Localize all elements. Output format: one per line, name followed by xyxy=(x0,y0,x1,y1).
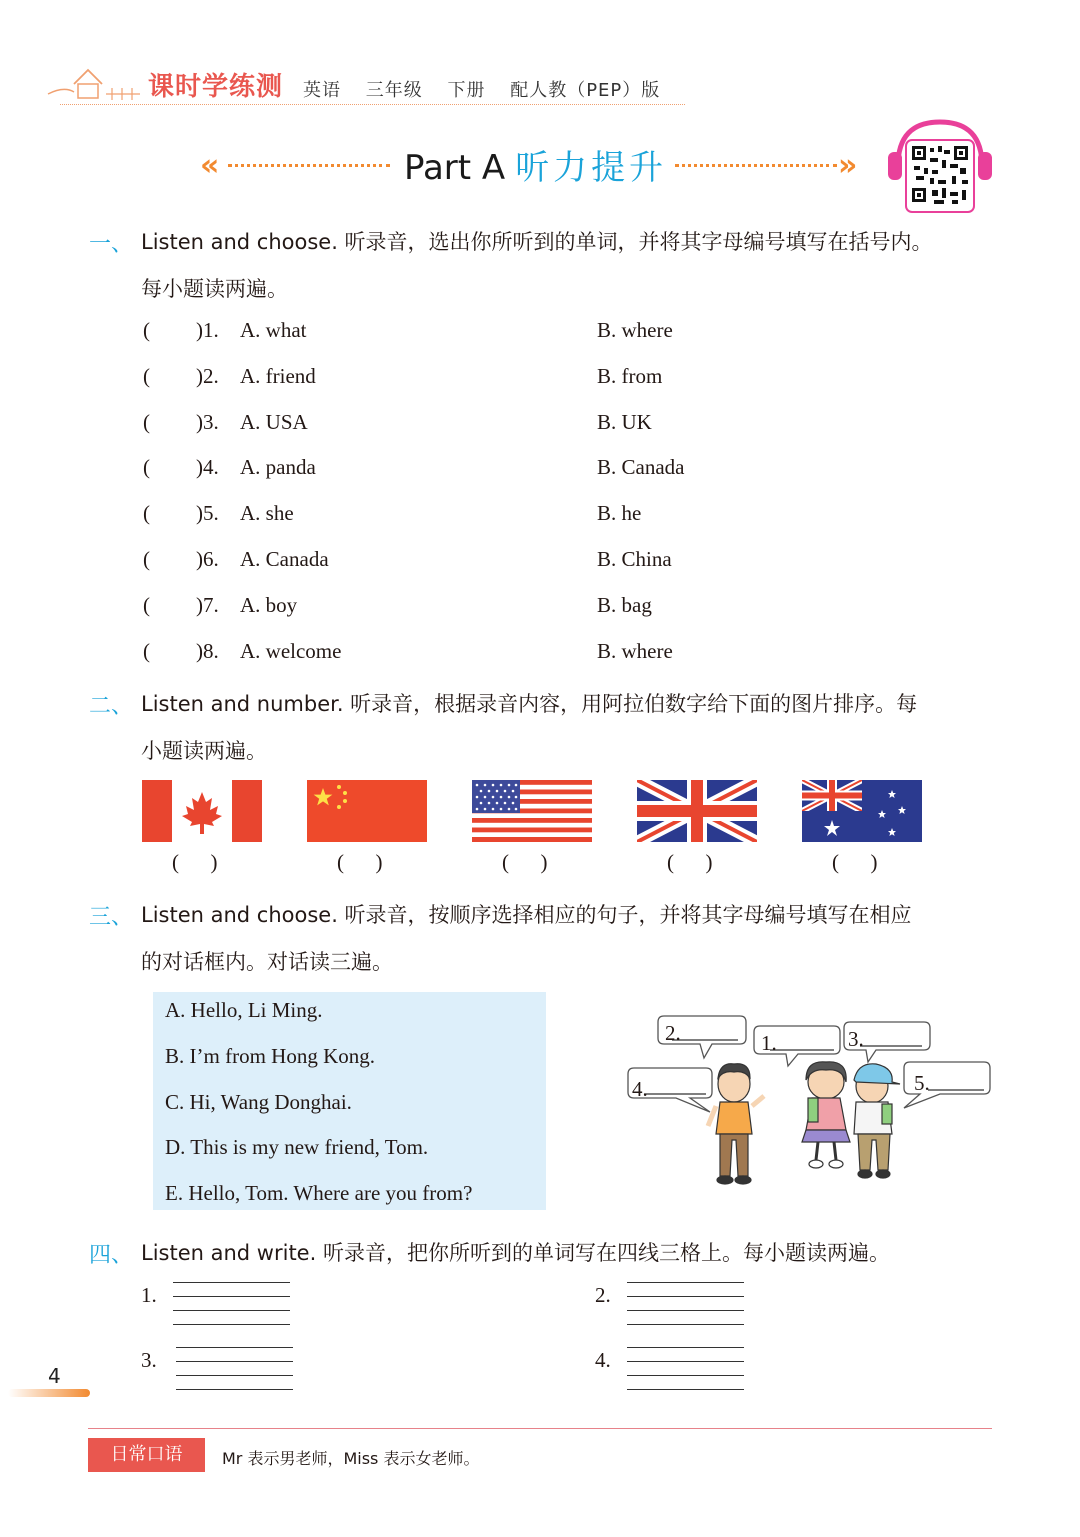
answer-bracket[interactable]: ( xyxy=(143,501,150,525)
bubble-label-3: 3. xyxy=(848,1027,864,1051)
australia-flag-icon xyxy=(802,780,922,842)
part-title-cn: 听力提升 xyxy=(515,148,668,188)
flag-answer-bracket[interactable]: ( ) xyxy=(502,850,548,874)
option-b: B. China xyxy=(597,547,672,571)
item-number: )6. xyxy=(196,547,219,571)
section2-number: 二、 xyxy=(89,694,134,719)
answer-bracket[interactable]: ( xyxy=(143,455,150,479)
canada-flag-icon xyxy=(142,780,262,842)
option-b: B. UK xyxy=(597,410,652,434)
edition-label: 配人教（PEP）版 xyxy=(510,80,661,101)
volume-label: 下册 xyxy=(447,80,486,101)
bubble-label-4: 4. xyxy=(632,1077,648,1101)
brand-title: 课时学练测 xyxy=(148,72,284,102)
title-dots-left xyxy=(228,164,390,167)
four-line-grid-1[interactable] xyxy=(173,1282,290,1324)
title-dots-right xyxy=(675,164,837,167)
item-number: )3. xyxy=(196,410,219,434)
part-title-en: Part A xyxy=(404,148,506,188)
option-a: A. USA xyxy=(240,410,308,434)
section1-instruction-cont: 每小题读两遍。 xyxy=(141,277,288,301)
option-a: A. boy xyxy=(240,593,298,617)
bubble-label-5: 5. xyxy=(914,1071,930,1095)
double-chevron-right-icon: » xyxy=(838,148,858,183)
section1-number: 一、 xyxy=(89,232,134,257)
dialog-option-b: B. I’m from Hong Kong. xyxy=(165,1044,375,1068)
section3-number: 三、 xyxy=(89,905,134,930)
header-divider xyxy=(60,104,685,105)
option-a: A. Canada xyxy=(240,547,329,571)
page-number: 4 xyxy=(48,1364,61,1388)
four-line-grid-4[interactable] xyxy=(627,1347,744,1389)
four-line-grid-3[interactable] xyxy=(176,1347,293,1389)
footer-tag: 日常口语 xyxy=(88,1438,205,1472)
option-b: B. where xyxy=(597,318,673,342)
house-logo-icon xyxy=(44,64,144,104)
write-label-2: 2. xyxy=(595,1283,611,1307)
bubble-label-1: 1. xyxy=(761,1031,777,1055)
answer-bracket[interactable]: ( xyxy=(143,410,150,434)
item-number: )1. xyxy=(196,318,219,342)
option-a: A. she xyxy=(240,501,294,525)
item-number: )2. xyxy=(196,364,219,388)
option-a: A. what xyxy=(240,318,307,342)
flag-answer-bracket[interactable]: ( ) xyxy=(172,850,218,874)
write-label-1: 1. xyxy=(141,1283,157,1307)
item-number: )5. xyxy=(196,501,219,525)
answer-bracket[interactable]: ( xyxy=(143,547,150,571)
footer-note: Mr 表示男老师，Miss 表示女老师。 xyxy=(222,1449,480,1468)
section2-instruction-cont: 小题读两遍。 xyxy=(141,739,267,763)
item-number: )7. xyxy=(196,593,219,617)
footer-divider xyxy=(88,1428,992,1429)
bubble-label-2: 2. xyxy=(665,1021,681,1045)
china-flag-icon xyxy=(307,780,427,842)
section1-instruction: Listen and choose. 听录音，选出你所听到的单词，并将其字母编号填写在括号内。 xyxy=(141,230,933,254)
item-number: )8. xyxy=(196,639,219,663)
dialog-option-e: E. Hello, Tom. Where are you from? xyxy=(165,1181,473,1205)
section3-instruction: Listen and choose. 听录音，按顺序选择相应的句子，并将其字母编号填写在相应 xyxy=(141,903,912,927)
option-b: B. bag xyxy=(597,593,652,617)
flag-answer-bracket[interactable]: ( ) xyxy=(832,850,878,874)
answer-bracket[interactable]: ( xyxy=(143,318,150,342)
dialog-options-box xyxy=(153,992,546,1210)
option-a: A. friend xyxy=(240,364,316,388)
answer-bracket[interactable]: ( xyxy=(143,364,150,388)
four-line-grid-2[interactable] xyxy=(627,1282,744,1324)
section4-number: 四、 xyxy=(89,1243,134,1268)
page-number-bar xyxy=(8,1389,90,1397)
dialog-option-c: C. Hi, Wang Donghai. xyxy=(165,1090,352,1114)
dialog-option-d: D. This is my new friend, Tom. xyxy=(165,1135,429,1159)
part-title xyxy=(404,140,667,189)
grade-label: 三年级 xyxy=(365,80,423,101)
option-a: A. panda xyxy=(240,455,316,479)
option-b: B. from xyxy=(597,364,663,388)
option-a: A. welcome xyxy=(240,639,342,663)
usa-flag-icon xyxy=(472,780,592,842)
flag-answer-bracket[interactable]: ( ) xyxy=(667,850,713,874)
write-label-3: 3. xyxy=(141,1348,157,1372)
section2-instruction: Listen and number. 听录音，根据录音内容，用阿拉伯数字给下面的图片排序。每 xyxy=(141,692,918,716)
section3-instruction-cont: 的对话框内。对话读三遍。 xyxy=(141,950,393,974)
dialog-option-a: A. Hello, Li Ming. xyxy=(165,998,323,1022)
double-chevron-left-icon: « xyxy=(200,148,220,183)
flag-answer-bracket[interactable]: ( ) xyxy=(337,850,383,874)
subject-label: 英语 xyxy=(303,80,341,101)
uk-flag-icon xyxy=(637,780,757,842)
qr-code-headphones-icon[interactable] xyxy=(886,118,994,216)
book-subtitle xyxy=(303,76,678,102)
option-b: B. he xyxy=(597,501,642,525)
section4-instruction: Listen and write. 听录音，把你所听到的单词写在四线三格上。每小题读两遍。 xyxy=(141,1241,890,1265)
option-b: B. Canada xyxy=(597,455,685,479)
answer-bracket[interactable]: ( xyxy=(143,593,150,617)
item-number: )4. xyxy=(196,455,219,479)
write-label-4: 4. xyxy=(595,1348,611,1372)
answer-bracket[interactable]: ( xyxy=(143,639,150,663)
option-b: B. where xyxy=(597,639,673,663)
